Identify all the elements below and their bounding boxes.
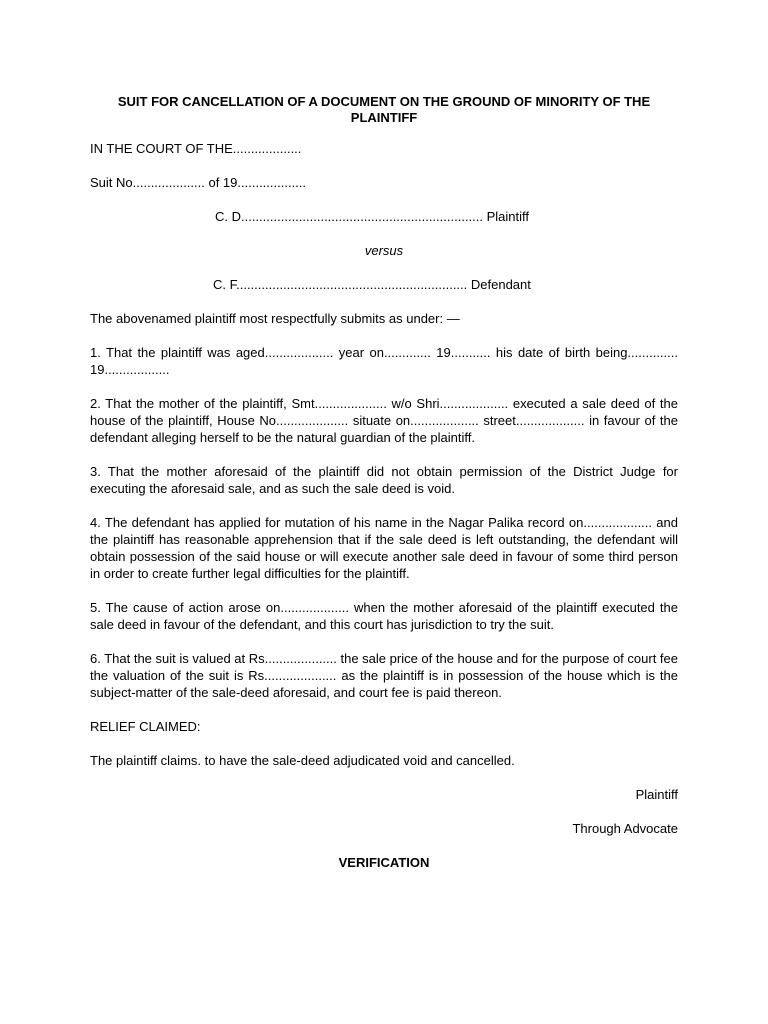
court-line: IN THE COURT OF THE................... xyxy=(90,141,302,156)
paragraph-6: 6. That the suit is valued at Rs.................... the sale price of the house and for the purpose of court fee the valuation of the suit is Rs.................... as the plaintiff is in possession of the house which is the subject-matter of the sale-deed aforesaid, and court fee is paid thereon. xyxy=(90,651,678,700)
verification-heading: VERIFICATION xyxy=(338,855,430,870)
versus-line: versus xyxy=(364,243,404,258)
paragraph-2: 2. That the mother of the plaintiff, Smt.................... w/o Shri................... executed a sale deed of the house of the plaintiff, House No.................... situate on................... street................... in favour of the defendant alleging herself to be the natural guardian of the plaintiff. xyxy=(90,396,678,445)
defendant-line: C. F................................................................ Defendant xyxy=(213,277,531,292)
relief-heading: RELIEF CLAIMED: xyxy=(90,719,201,734)
signature-plaintiff: Plaintiff xyxy=(635,787,678,802)
plaintiff-line: C. D................................................................... Plaintiff xyxy=(215,209,529,224)
relief-text: The plaintiff claims. to have the sale-deed adjudicated void and cancelled. xyxy=(90,753,515,768)
paragraph-5: 5. The cause of action arose on................... when the mother aforesaid of the plaintiff executed the sale deed in favour of the defendant, and this court has jurisdiction to try the suit. xyxy=(90,600,678,632)
paragraph-4: 4. The defendant has applied for mutation of his name in the Nagar Palika record on................... and the plaintiff has reasonable apprehension that if the sale deed is left outstanding, the defendant will obtain possession of the said house or will execute another sale deed in favour of some third person in order to create further legal difficulties for the plaintiff. xyxy=(90,515,678,581)
paragraph-1: 1. That the plaintiff was aged................... year on............. 19........... his date of birth being.............. 19.................. xyxy=(90,345,678,377)
paragraph-3: 3. That the mother aforesaid of the plaintiff did not obtain permission of the District Judge for executing the aforesaid sale, and as such the sale deed is void. xyxy=(90,464,678,496)
suit-number-line: Suit No.................... of 19................... xyxy=(90,175,307,190)
document-title: SUIT FOR CANCELLATION OF A DOCUMENT ON THE GROUND OF MINORITY OF THE PLAINTIFF xyxy=(117,94,651,125)
signature-advocate: Through Advocate xyxy=(572,821,678,836)
intro-line: The abovenamed plaintiff most respectfully submits as under: — xyxy=(90,311,460,326)
